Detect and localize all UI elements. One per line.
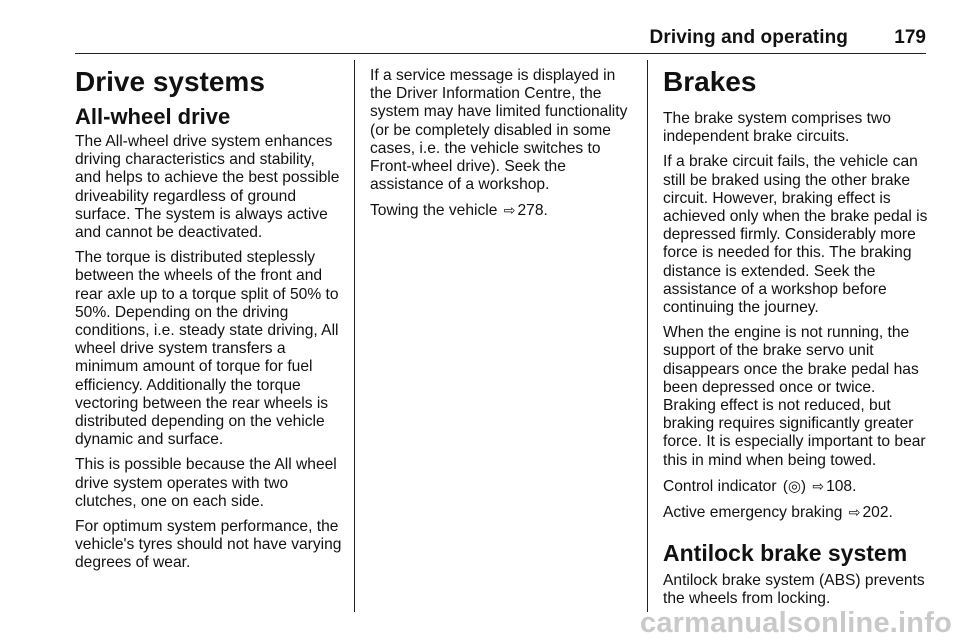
drive-systems-heading: Drive systems: [75, 66, 265, 97]
control-indicator-reference: [663, 477, 931, 496]
antilock-brake-heading: Antilock brake system: [663, 540, 908, 567]
all-wheel-drive-heading: All-wheel drive: [75, 104, 231, 129]
emergency-braking-reference: [663, 503, 931, 522]
watermark: carmanualsonline.info: [640, 607, 952, 639]
towing-page-link[interactable]: 278.: [517, 202, 548, 220]
paragraph: If a brake circuit fails, the vehicle can still be braked using the other brake circuit. However, braking effect is achieved only when the brake pedal is depressed firmly. Considerably more force is needed for this. The braking distance is extended. Seek the assistance of a workshop before continuing the journey.: [663, 153, 928, 317]
page-reference-icon: ⇨: [503, 202, 516, 219]
column-1: [75, 60, 345, 580]
control-indicator-page-link[interactable]: 108.: [826, 477, 857, 495]
column-3: [663, 60, 931, 616]
paragraph: When the engine is not running, the support of the brake servo unit disappears once the brake pedal has been depressed once or twice. Braking effect is not reduced, but braking requires significantly greater force. It is especially important to bear this in mind when being towed.: [663, 324, 926, 469]
paragraph: The torque is distributed steplessly between the wheels of the front and rear axle up to a torque split of 50% to 50%. Depending on the driving conditions, i.e. steady state driving, All wheel drive system transfers a minimum amount of torque for fuel efficiency. Additionally the torque vectoring between the rear wheels is distributed depending on the vehicle dynamic and surface.: [75, 249, 339, 449]
page-header: [75, 27, 926, 54]
emergency-braking-text: Active emergency braking: [663, 504, 843, 522]
page-number: 179: [894, 27, 926, 48]
column-divider-1: [354, 60, 355, 612]
paragraph: This is possible because the All wheel drive system operates with two clutches, one on each side.: [75, 456, 337, 510]
towing-text: Towing the vehicle: [370, 202, 498, 220]
paragraph: The All-wheel drive system enhances driving characteristics and stability, and helps to achieve the best possible driveability regardless of ground surface. The system is always active and cannot be deactivated.: [75, 133, 340, 242]
paragraph: If a service message is displayed in the Driver Information Centre, the system may have limited functionality (or be completely disabled in some cases, i.e. the vehicle switches to Front-wheel drive). Seek the assistance of a workshop.: [370, 67, 628, 194]
control-indicator-text: Control indicator: [663, 477, 777, 495]
page-reference-icon: ⇨: [812, 477, 825, 494]
brakes-heading: Brakes: [663, 66, 757, 97]
column-2: [370, 67, 638, 228]
column-divider-2: [647, 60, 648, 612]
towing-reference: [370, 201, 638, 220]
brake-warning-icon: (◎): [782, 477, 806, 495]
page-reference-icon: ⇨: [848, 504, 861, 521]
emergency-braking-page-link[interactable]: 202.: [862, 504, 893, 522]
section-title: Driving and operating: [649, 27, 848, 48]
paragraph: Antilock brake system (ABS) prevents the wheels from locking.: [663, 572, 925, 608]
paragraph: The brake system comprises two independent brake circuits.: [663, 110, 891, 146]
paragraph: For optimum system performance, the vehicle's tyres should not have varying degrees of wear.: [75, 518, 342, 572]
